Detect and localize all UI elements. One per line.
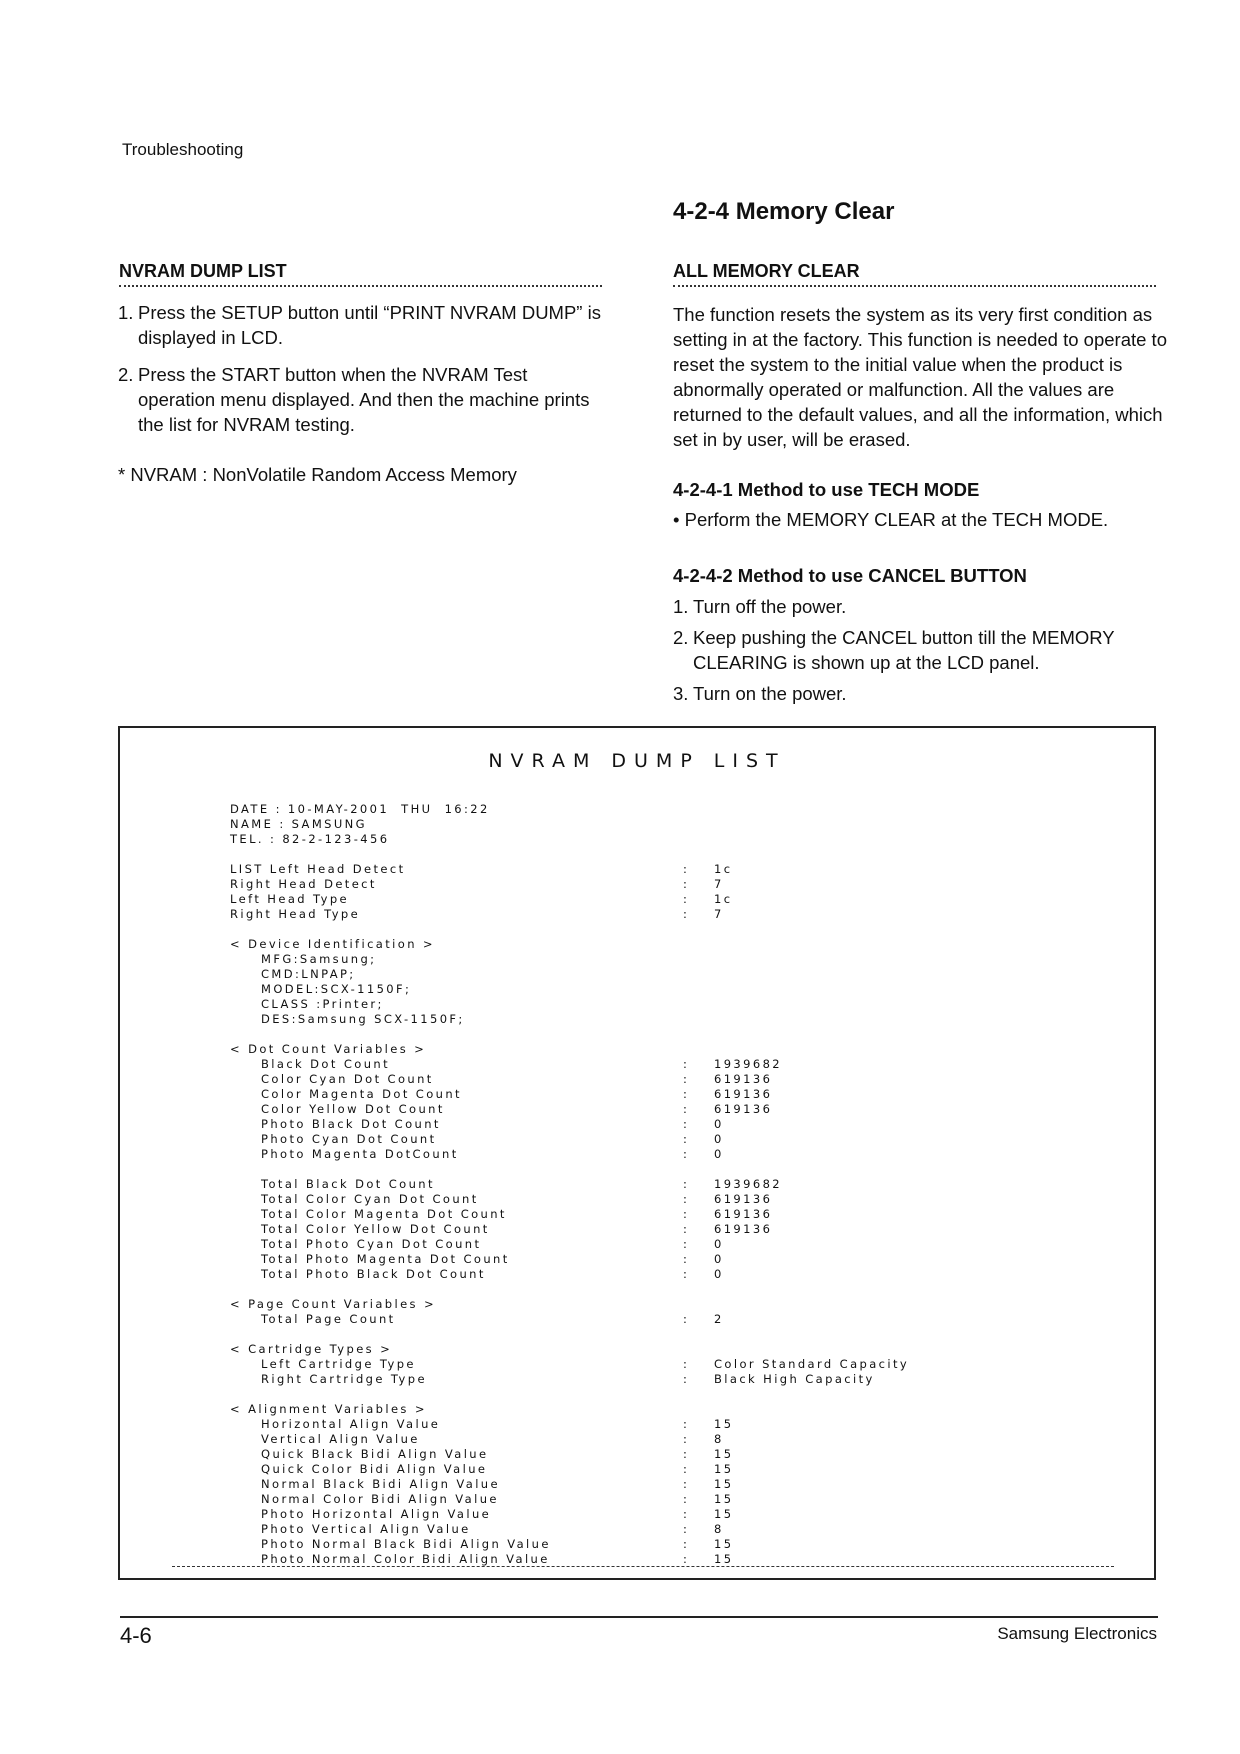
dump-value: 8 (714, 1432, 724, 1446)
list-item (673, 681, 1163, 706)
dump-line (230, 1192, 1110, 1207)
dump-separator: : (683, 1237, 690, 1251)
dump-label: Photo Vertical Align Value (261, 1522, 471, 1536)
dump-separator: : (683, 1192, 690, 1206)
dump-line (230, 1207, 1110, 1222)
dump-separator: : (683, 1252, 690, 1266)
dump-label: Right Head Type (230, 907, 361, 921)
dump-label: Photo Black Dot Count (261, 1117, 441, 1131)
dump-line (230, 997, 1110, 1012)
nvram-dump-printout (118, 726, 1156, 1580)
dump-label: Quick Black Bidi Align Value (261, 1447, 489, 1461)
page-number: 4-6 (120, 1623, 152, 1648)
dump-spacer (230, 847, 1110, 862)
dump-line (230, 1417, 1110, 1432)
dump-label: NAME : SAMSUNG (230, 817, 367, 831)
cancel-steps-list (673, 594, 1163, 706)
dump-line (230, 1042, 1110, 1057)
dump-line (230, 1012, 1110, 1027)
dump-separator: : (683, 1177, 690, 1191)
dump-spacer (230, 1387, 1110, 1402)
dump-line (230, 1117, 1110, 1132)
dump-line (230, 1147, 1110, 1162)
dump-label: Color Magenta Dot Count (261, 1087, 462, 1101)
dump-value: 619136 (714, 1222, 773, 1236)
dump-label: < Alignment Variables > (230, 1402, 427, 1416)
dump-label: MODEL:SCX-1150F; (261, 982, 412, 996)
dump-separator: : (683, 1072, 690, 1086)
dump-value: 0 (714, 1267, 724, 1281)
dump-separator: : (683, 1447, 690, 1461)
dump-dashed-rule (172, 1566, 1114, 1567)
dump-line (230, 1432, 1110, 1447)
step-number: 2. (673, 627, 689, 648)
dump-separator: : (683, 877, 690, 891)
dump-line (230, 1267, 1110, 1282)
dump-value: 1939682 (714, 1057, 783, 1071)
dump-separator: : (683, 1432, 690, 1446)
dump-line (230, 952, 1110, 967)
dump-spacer (230, 1027, 1110, 1042)
dump-value: 15 (714, 1492, 734, 1506)
step-text: Press the START button when the NVRAM Test operation menu displayed. And then the machine prints the list for NVRAM testing. (138, 364, 590, 435)
dump-label: Photo Cyan Dot Count (261, 1132, 437, 1146)
dump-label: < Page Count Variables > (230, 1297, 437, 1311)
dump-line (230, 1357, 1110, 1372)
dump-separator: : (683, 1357, 690, 1371)
dump-value: 619136 (714, 1207, 773, 1221)
dump-label: < Dot Count Variables > (230, 1042, 427, 1056)
dump-value: 619136 (714, 1102, 773, 1116)
dump-value: Black High Capacity (714, 1372, 875, 1386)
dump-spacer (230, 1162, 1110, 1177)
dump-line (230, 1177, 1110, 1192)
dump-line (230, 1312, 1110, 1327)
dump-separator: : (683, 1462, 690, 1476)
dump-separator: : (683, 1522, 690, 1536)
dump-label: Vertical Align Value (261, 1432, 420, 1446)
dump-value: 15 (714, 1537, 734, 1551)
dump-separator: : (683, 1492, 690, 1506)
dump-label: MFG:Samsung; (261, 952, 377, 966)
dump-line (230, 862, 1110, 877)
dump-value: 15 (714, 1552, 734, 1566)
step-text: Turn on the power. (693, 683, 847, 704)
list-item (118, 362, 608, 437)
dump-line (230, 1057, 1110, 1072)
step-number: 1. (118, 302, 134, 323)
memory-clear-paragraph: The function resets the system as its very first condition as setting in at the factory. This function is needed to operate to reset the system to the initial value when the product is abnormally operated or malfunction. All the values are returned to the default values, and all the information, which set in by user, will be erased. (673, 304, 1167, 450)
dump-separator: : (683, 1057, 690, 1071)
dump-line (230, 892, 1110, 907)
dump-label: Total Photo Magenta Dot Count (261, 1252, 510, 1266)
dump-label: < Cartridge Types > (230, 1342, 393, 1356)
dump-value: 7 (714, 907, 724, 921)
dump-line (230, 1222, 1110, 1237)
list-item (673, 625, 1163, 675)
dump-value: 1c (714, 892, 733, 906)
dump-value: 0 (714, 1252, 724, 1266)
cancel-button-heading: 4-2-4-2 Method to use CANCEL BUTTON (673, 565, 1027, 586)
running-head: Troubleshooting (122, 140, 244, 159)
dump-label: Total Color Cyan Dot Count (261, 1192, 479, 1206)
dump-separator: : (683, 1537, 690, 1551)
dump-value: 8 (714, 1522, 724, 1536)
dump-line (230, 1462, 1110, 1477)
dump-label: Photo Magenta DotCount (261, 1147, 459, 1161)
dump-line (230, 877, 1110, 892)
dump-label: CMD:LNPAP; (261, 967, 356, 981)
step-number: 3. (673, 683, 689, 704)
dump-line (230, 1087, 1110, 1102)
dump-label: Photo Normal Color Bidi Align Value (261, 1552, 550, 1566)
step-text: Turn off the power. (693, 596, 847, 617)
nvram-footnote: * NVRAM : NonVolatile Random Access Memory (118, 464, 517, 485)
dump-line (230, 1132, 1110, 1147)
dump-label: Right Cartridge Type (261, 1372, 427, 1386)
dump-line (230, 982, 1110, 997)
dump-line (230, 817, 1110, 832)
dump-separator: : (683, 1117, 690, 1131)
dump-label: Photo Normal Black Bidi Align Value (261, 1537, 551, 1551)
dump-value: Color Standard Capacity (714, 1357, 910, 1371)
dump-value: 0 (714, 1237, 724, 1251)
dump-line (230, 1237, 1110, 1252)
dump-separator: : (683, 1222, 690, 1236)
dump-label: Total Photo Black Dot Count (261, 1267, 486, 1281)
dump-label: Total Black Dot Count (261, 1177, 435, 1191)
dump-label: Total Color Magenta Dot Count (261, 1207, 507, 1221)
dump-line (230, 1492, 1110, 1507)
dump-label: Total Color Yellow Dot Count (261, 1222, 490, 1236)
dump-separator: : (683, 1147, 690, 1161)
dump-label: Left Head Type (230, 892, 350, 906)
dump-line (230, 1072, 1110, 1087)
dump-label: < Device Identification > (230, 937, 435, 951)
dump-value: 15 (714, 1507, 734, 1521)
list-item (673, 594, 1163, 619)
dump-separator: : (683, 1207, 690, 1221)
dump-line (230, 1447, 1110, 1462)
dump-line (230, 907, 1110, 922)
dump-line (230, 967, 1110, 982)
dump-separator: : (683, 892, 690, 906)
nvram-steps-list (118, 300, 608, 437)
dump-line (230, 1552, 1110, 1567)
dump-separator: : (683, 862, 690, 876)
dump-value: 619136 (714, 1192, 773, 1206)
dump-separator: : (683, 1102, 690, 1116)
dump-value: 1939682 (714, 1177, 783, 1191)
dump-line (230, 1507, 1110, 1522)
dump-label: Horizontal Align Value (261, 1417, 441, 1431)
dump-value: 15 (714, 1477, 734, 1491)
step-text: Press the SETUP button until “PRINT NVRAM DUMP” is displayed in LCD. (138, 302, 601, 348)
tech-mode-bullet: • Perform the MEMORY CLEAR at the TECH MODE. (673, 509, 1109, 530)
dump-line (230, 1297, 1110, 1312)
dump-value: 619136 (714, 1087, 773, 1101)
dump-value: 1c (714, 862, 733, 876)
dump-line (230, 1102, 1110, 1117)
tech-mode-heading: 4-2-4-1 Method to use TECH MODE (673, 479, 980, 500)
dump-line (230, 1402, 1110, 1417)
dump-value: 0 (714, 1117, 724, 1131)
dump-label: Total Photo Cyan Dot Count (261, 1237, 482, 1251)
memory-clear-subhead: ALL MEMORY CLEAR (673, 261, 1156, 287)
dump-line (230, 832, 1110, 847)
dump-separator: : (683, 1087, 690, 1101)
dump-separator: : (683, 1372, 690, 1386)
dump-line (230, 802, 1110, 817)
dump-label: Photo Horizontal Align Value (261, 1507, 492, 1521)
dump-value: 15 (714, 1447, 734, 1461)
footer-rule (120, 1616, 1158, 1618)
dump-label: DATE : 10-MAY-2001 THU 16:22 (230, 802, 490, 816)
dump-line (230, 1342, 1110, 1357)
dump-value: 15 (714, 1417, 734, 1431)
dump-value: 15 (714, 1462, 734, 1476)
dump-separator: : (683, 1417, 690, 1431)
dump-value: 0 (714, 1147, 724, 1161)
dump-label: Quick Color Bidi Align Value (261, 1462, 488, 1476)
dump-line (230, 1252, 1110, 1267)
dump-label: TEL. : 82-2-123-456 (230, 832, 390, 846)
dump-separator: : (683, 1132, 690, 1146)
dump-separator: : (683, 1312, 690, 1326)
dump-label: DES:Samsung SCX-1150F; (261, 1012, 465, 1026)
dump-line (230, 1477, 1110, 1492)
dump-label: Right Head Detect (230, 877, 377, 891)
dump-separator: : (683, 1477, 690, 1491)
nvram-dump-subhead: NVRAM DUMP LIST (119, 261, 602, 287)
dump-value: 7 (714, 877, 724, 891)
step-number: 1. (673, 596, 689, 617)
dump-line (230, 937, 1110, 952)
dump-value: 0 (714, 1132, 724, 1146)
dump-label: Color Yellow Dot Count (261, 1102, 445, 1116)
dump-label: Left Cartridge Type (261, 1357, 416, 1371)
step-text: Keep pushing the CANCEL button till the MEMORY CLEARING is shown up at the LCD panel. (693, 627, 1115, 673)
dump-spacer (230, 1327, 1110, 1342)
dump-separator: : (683, 1267, 690, 1281)
dump-title: NVRAM DUMP LIST (488, 750, 786, 772)
dump-label: Black Dot Count (261, 1057, 390, 1071)
dump-label: Color Cyan Dot Count (261, 1072, 434, 1086)
section-title: 4-2-4 Memory Clear (673, 198, 895, 225)
dump-separator: : (683, 907, 690, 921)
dump-line (230, 1522, 1110, 1537)
dump-value: 619136 (714, 1072, 773, 1086)
publisher-name: Samsung Electronics (997, 1624, 1157, 1643)
dump-separator: : (683, 1507, 690, 1521)
dump-label: CLASS :Printer; (261, 997, 384, 1011)
dump-label: Normal Black Bidi Align Value (261, 1477, 500, 1491)
dump-value: 2 (714, 1312, 724, 1326)
dump-spacer (230, 1282, 1110, 1297)
dump-label: Total Page Count (261, 1312, 396, 1326)
list-item (118, 300, 608, 350)
dump-spacer (230, 922, 1110, 937)
dump-label: LIST Left Head Detect (230, 862, 406, 876)
dump-line (230, 1537, 1110, 1552)
dump-label: Normal Color Bidi Align Value (261, 1492, 499, 1506)
step-number: 2. (118, 364, 134, 385)
dump-body (230, 802, 1110, 1567)
dump-line (230, 1372, 1110, 1387)
dump-separator: : (683, 1552, 690, 1566)
